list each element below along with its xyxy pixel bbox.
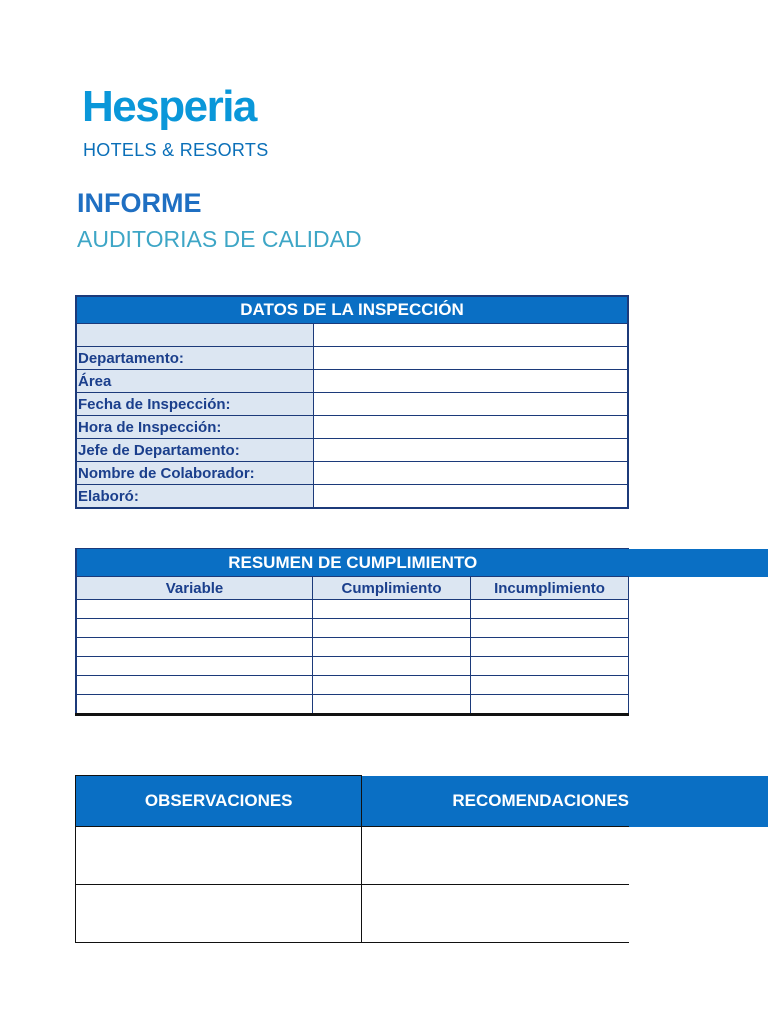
table-row	[76, 393, 628, 416]
inspection-time-label: Hora de Inspección:	[76, 416, 314, 439]
table-cell[interactable]	[471, 619, 629, 638]
collaborator-name-label: Nombre de Colaborador:	[76, 462, 314, 485]
table-row	[76, 462, 628, 485]
inspection-date-label: Fecha de Inspección:	[76, 393, 314, 416]
table-row	[76, 324, 628, 347]
observations-header: OBSERVACIONES	[76, 776, 362, 827]
table-cell[interactable]	[76, 600, 313, 619]
row-label	[76, 324, 314, 347]
document-subtitle: AUDITORIAS DE CALIDAD	[77, 226, 362, 252]
table-cell[interactable]	[313, 600, 471, 619]
table-row	[76, 439, 628, 462]
table-cell[interactable]	[313, 657, 471, 676]
department-head-label: Jefe de Departamento:	[76, 439, 314, 462]
table-row	[76, 416, 628, 439]
table-row	[76, 827, 630, 885]
compliance-summary-title: RESUMEN DE CUMPLIMIENTO	[76, 549, 629, 577]
table-cell[interactable]	[76, 657, 313, 676]
table-row	[76, 347, 628, 370]
recommendation-cell[interactable]	[362, 827, 629, 885]
hesperia-logo-name: Hesperia	[82, 82, 256, 131]
summary-header-band	[629, 549, 768, 577]
column-header-variable: Variable	[76, 577, 313, 600]
table-row	[76, 885, 630, 943]
observation-cell[interactable]	[76, 885, 362, 943]
table-row	[76, 600, 629, 619]
table-cell[interactable]	[471, 695, 629, 715]
table-row	[76, 638, 629, 657]
table-row	[76, 370, 628, 393]
table-cell[interactable]	[471, 638, 629, 657]
inspection-date-value[interactable]	[314, 393, 629, 416]
prepared-by-label: Elaboró:	[76, 485, 314, 509]
table-cell[interactable]	[471, 657, 629, 676]
table-cell[interactable]	[471, 676, 629, 695]
department-head-value[interactable]	[314, 439, 629, 462]
table-cell[interactable]	[76, 676, 313, 695]
table-row	[76, 676, 629, 695]
department-label: Departamento:	[76, 347, 314, 370]
table-cell[interactable]	[313, 638, 471, 657]
department-value[interactable]	[314, 347, 629, 370]
inspection-data-title: DATOS DE LA INSPECCIÓN	[76, 296, 628, 324]
observations-table	[75, 775, 629, 943]
inspection-data-table	[75, 295, 629, 509]
column-header-noncompliance: Incumplimiento	[471, 577, 629, 600]
area-value[interactable]	[314, 370, 629, 393]
collaborator-name-value[interactable]	[314, 462, 629, 485]
prepared-by-value[interactable]	[314, 485, 629, 509]
inspection-time-value[interactable]	[314, 416, 629, 439]
area-label: Área	[76, 370, 314, 393]
table-row	[76, 695, 629, 715]
row-value[interactable]	[314, 324, 629, 347]
table-row	[76, 657, 629, 676]
observation-cell[interactable]	[76, 827, 362, 885]
table-row	[76, 485, 628, 509]
observations-header-band	[629, 776, 768, 827]
recommendations-header: RECOMENDACIONES	[362, 776, 629, 827]
recommendation-cell[interactable]	[362, 885, 629, 943]
table-cell[interactable]	[471, 600, 629, 619]
compliance-summary-table	[75, 548, 629, 716]
hesperia-logo-tagline: HOTELS & RESORTS	[83, 140, 269, 160]
column-header-compliance: Cumplimiento	[313, 577, 471, 600]
table-cell[interactable]	[76, 695, 313, 715]
table-cell[interactable]	[313, 695, 471, 715]
document-title: INFORME	[77, 188, 202, 218]
table-cell[interactable]	[313, 619, 471, 638]
table-cell[interactable]	[76, 619, 313, 638]
table-cell[interactable]	[313, 676, 471, 695]
table-cell[interactable]	[76, 638, 313, 657]
table-row	[76, 619, 629, 638]
